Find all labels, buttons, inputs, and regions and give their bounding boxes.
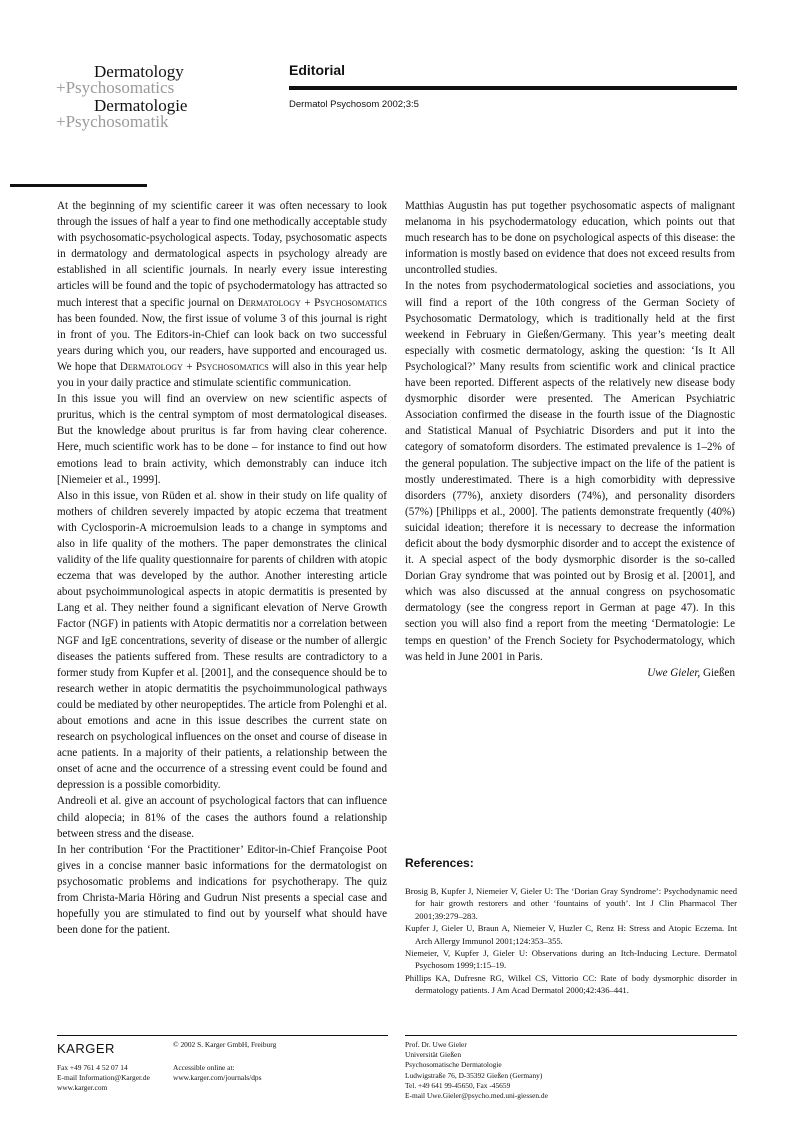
body-left-column: [57, 198, 387, 938]
journal-logo: [58, 62, 248, 134]
correspondence-address: Prof. Dr. Uwe Gieler Universität Gießen Psychosomatische Dermatologie Ludwigstraße 76, D-35392 Gießen (Germany) Tel. +49 641 99-45650, Fax -45659 E-mail Uwe.Gieler@psycho.med.uni-giessen.de: [405, 1040, 548, 1101]
publisher-website: www.karger.com: [57, 1083, 108, 1093]
logo-english-subtitle: +Psychosomatics: [56, 78, 175, 97]
author-name: Uwe Gieler,: [647, 666, 701, 679]
publisher-contact: [57, 1063, 150, 1094]
logo-english-title: Dermatology: [94, 62, 184, 81]
reference-item: Phillips KA, Dufresne RG, Wilkel CS, Vittorio CC: Rate of body dysmorphic disorder in dermatology patients. J Am Acad Dermatol 2000;42:436–441.: [405, 972, 737, 996]
publisher-fax: Fax +49 761 4 52 07 14: [57, 1063, 128, 1072]
body-right-column: [405, 198, 735, 681]
references-heading: References:: [405, 856, 474, 870]
footer-rule: [57, 1035, 388, 1036]
online-access: Accessible online at: www.karger.com/journals/dps: [173, 1063, 262, 1083]
author-place: Gießen: [700, 666, 735, 679]
paragraph: At the beginning of my scientific career it was often necessary to look through the issues of half a year to find one methodically acceptable study with psychosomatic-psychological aspects. Today, psychosomatic aspects in dermatology and dermatological aspects in psychology already are established in all scientific journals. In nearly every issue interesting articles will be found and the topic of psychodermatology has attracted so much interest that a specific journal on Dermatology + Psychosomatics has been founded. Now, the first issue of volume 3 of this journal is right in front of you. The Editors-in-Chief can look back on two successful years during which you, our readers, have supported and encouraged us. We hope that Dermatology + Psychosomatics will also in this year help you in your daily practice and stimulate scientific communication.: [57, 200, 387, 390]
journal-name: Dermatology + Psychosomatics: [119, 360, 269, 373]
paragraph: Andreoli et al. give an account of psychological factors that can influence child alopecia; in 81% of the cases the authors found a relationship between stress and the disease.: [57, 795, 387, 840]
author-signature: [405, 665, 735, 681]
column-marker-rule: [10, 184, 147, 187]
author-email: E-mail Uwe.Gieler@psycho.med.uni-giessen.de: [405, 1091, 548, 1101]
references-list: [405, 885, 737, 997]
publisher-logo: KARGER: [57, 1041, 115, 1056]
reference-item: Kupfer J, Gieler U, Braun A, Niemeier V, Huzler C, Renz H: Stress and Atopic Eczema. Int Arch Allergy Immunol 2001;124:353–355.: [405, 923, 737, 946]
copyright-notice: © 2002 S. Karger GmbH, Freiburg: [173, 1040, 277, 1049]
paragraph: Matthias Augustin has put together psychosomatic aspects of malignant melanoma in his psychodermatology education, which points out that much research has to be done on psychological aspects of this disease: the information is mostly based on evidence that does not exceed results from uncontrolled studies.: [405, 200, 735, 277]
paragraph: Also in this issue, von Rüden et al. show in their study on life quality of mothers of children severely impacted by atopic eczema that treatment with Cyclosporin-A microemulsion leads to a change in symptoms and also in life quality of the mothers. The paper demonstrates the clinical validity of the life quality questionnaire for parents of children with atopic eczema that was developed by the author. Another interesting article about psychoimmunological aspects in atopic dermatitis is presented by Lang et al. They neither found a significant elevation of Nerve Growth Factor (NGF) in patients with Atopic dermatitis nor a correlation between NGF and IgE concentrations, severity of disease or the number of allergic diseases the patients suffered from. These results are contradictory to a former study from Kupfer et al. [2001], and the consequence should be to research wether in atopic dermatitis the psychoimmunological pathways could be mediated by other neuropeptides. The article from Polenghi et al. about emotions and acne in this issue describes the current state on research on psychological influences on the onset and course of disease in acne patients. In a majority of their patients, a relationship between the onset of acne and the occurrence of a stressing event could be found and depression is a possible comorbidity.: [57, 489, 387, 792]
journal-url: www.karger.com/journals/dps: [173, 1073, 262, 1083]
logo-german-title: Dermatologie: [94, 96, 188, 115]
paragraph: In the notes from psychodermatological societies and associations, you will find a report of the 10th congress of the German Society of Psychosomatic Dermatology, which is traditionally held at the first weekend in February in Gießen/Germany. This year’s meeting dealt especially with cosmetic dermatology, asking the question: ‘Is It All Psychological?’ Many results from scientific work and clinical practice have been reported. Different aspects of the relatively new disease body dysmorphic disorder were presented. The American Psychiatric Association confirmed the disease in the fourth issue of the Diagnostic and Statistical Manual of Psychiatric Disorders and put it into the category of somatoform disorders. The estimated prevalence is 1–2% of the general population. The subjective impact on the life of the patient is mostly underestimated. There is a high comorbidity with depressive disorders (77%), anxiety disorders (74%), and personality disorders (57%) [Philipps et al., 2000]. The patients demonstrate frequently (40%) suicidal ideation; therefore it is necessary to decrease the information deficit about the body dysmorphic disorder and to accept the existence of it. A special aspect of the body dysmorphic disorder is the so-called Dorian Gray syndrome that was pointed out by Brosig et al. [2001], and which was also discussed at the annual congress on psychosomatic dermatology (see the congress report in German at page 47). In this section you will also find a report from the meeting ‘Dermatologie: Le temps en question’ of the French Society for Psychodermatology, which was held in June 2001 in Paris.: [405, 280, 735, 663]
journal-name: Dermatology + Psychosomatics: [237, 296, 387, 309]
section-title: Editorial: [289, 62, 346, 78]
journal-citation: Dermatol Psychosom 2002;3:5: [289, 99, 419, 110]
footer-rule: [405, 1035, 737, 1036]
paragraph: In this issue you will find an overview on new scientific aspects of pruritus, which is the central symptom of most dermatological diseases. But the knowledge about pruritus is far from having clear coherence. Here, much scientific work has to be done – for instance to find out how emotions lead to brain activity, which demonstrably can induce itch [Niemeier et al., 1999].: [57, 393, 387, 486]
reference-item: Niemeier, V, Kupfer J, Gieler U: Observations during an Itch-Inducing Lecture. Dermatol Psychosom 1999;1:15–19.: [405, 948, 737, 971]
logo-german-subtitle: +Psychosomatik: [56, 112, 169, 131]
reference-item: Brosig B, Kupfer J, Niemeier V, Gieler U: The ‘Dorian Gray Syndrome’: Psychodynamic need for hair growth restorers and other ‘fountains of youth’. Int J Clin Pharmacol Ther 2001;39:279–283.: [405, 886, 737, 921]
publisher-email: E-mail Information@Karger.de: [57, 1073, 150, 1083]
paragraph: In her contribution ‘For the Practitioner’ Editor-in-Chief Françoise Poot gives in a concise manner basic informations for the dermatologist on psychosomatic problems and indications for psychotherapy. The quiz from Christa-Maria Höring and Gudrun Nist presents a special case and hopefully you are stimulated to find out by yourself what should have been done for the patient.: [57, 843, 387, 937]
header-rule: [289, 86, 737, 90]
